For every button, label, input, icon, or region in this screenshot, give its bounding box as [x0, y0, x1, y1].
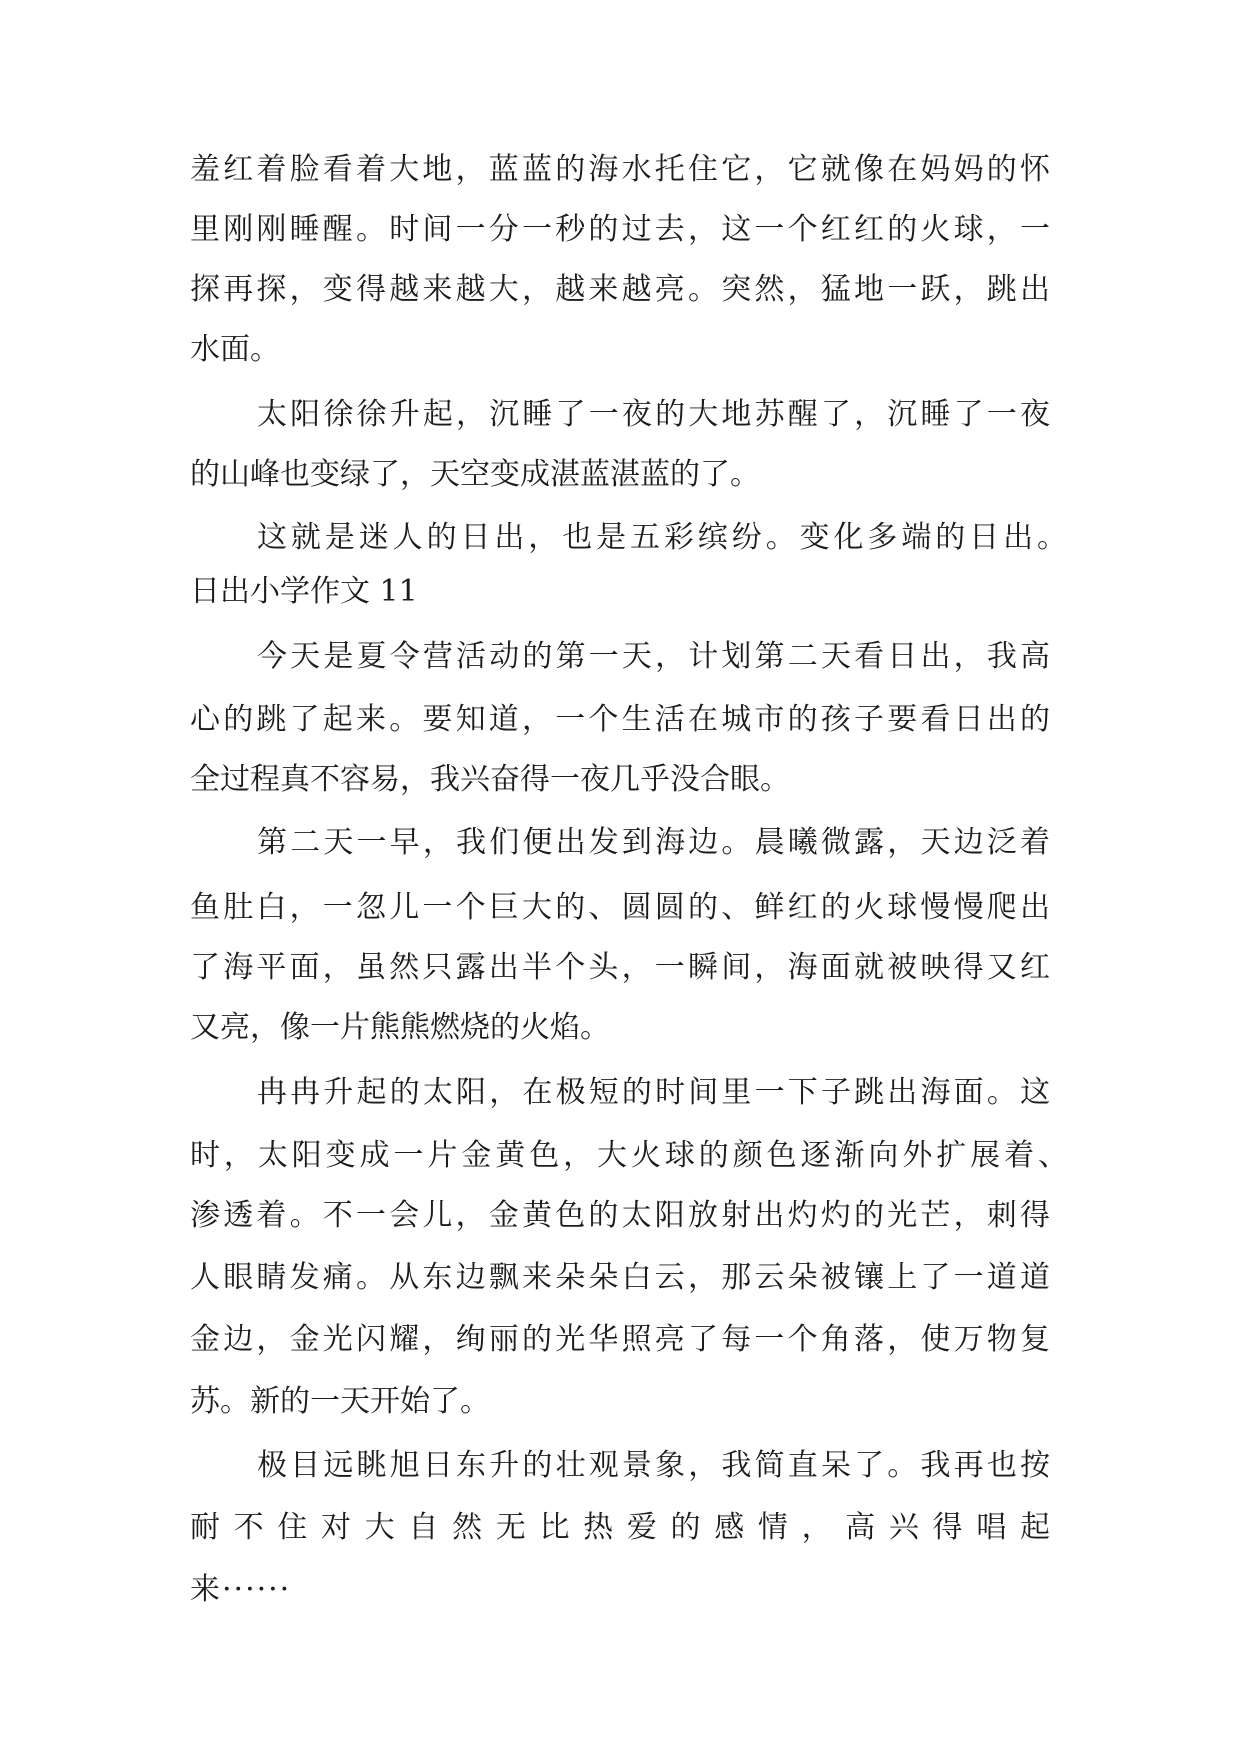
- text-line: 羞红着脸看着大地，蓝蓝的海水托住它，它就像在妈妈的怀: [190, 152, 1050, 187]
- text-line: 今天是夏令营活动的第一天，计划第二天看日出，我高: [257, 639, 1050, 674]
- text-line: 的山峰也变绿了，天空变成湛蓝湛蓝的了。: [190, 457, 760, 492]
- text-line: 全过程真不容易，我兴奋得一夜几乎没合眼。: [190, 762, 790, 797]
- text-line: 这就是迷人的日出，也是五彩缤纷。变化多端的日出。: [257, 520, 1067, 555]
- text-line: 冉冉升起的太阳，在极短的时间里一下子跳出海面。这: [257, 1075, 1050, 1110]
- text-line: 鱼肚白，一忽儿一个巨大的、圆圆的、鲜红的火球慢慢爬出: [190, 890, 1050, 925]
- text-line: 苏。新的一天开始了。: [190, 1384, 490, 1419]
- text-line: 极目远眺旭日东升的壮观景象，我简直呆了。我再也按: [257, 1448, 1050, 1483]
- text-line: 第二天一早，我们便出发到海边。晨曦微露，天边泛着: [257, 825, 1050, 860]
- text-line: 里刚刚睡醒。时间一分一秒的过去，这一个红红的火球，一: [190, 212, 1050, 247]
- text-line: 来······: [190, 1572, 292, 1607]
- text-line: 时，太阳变成一片金黄色，大火球的颜色逐渐向外扩展着、: [190, 1138, 1068, 1173]
- text-line: 渗透着。不一会儿，金黄色的太阳放射出灼灼的光芒，刺得: [190, 1198, 1050, 1233]
- text-line: 心的跳了起来。要知道，一个生活在城市的孩子要看日出的: [190, 702, 1050, 737]
- text-line: 水面。: [190, 332, 280, 367]
- text-line: 人眼睛发痛。从东边飘来朵朵白云，那云朵被镶上了一道道: [190, 1260, 1050, 1295]
- text-line: 探再探，变得越来越大，越来越亮。突然，猛地一跃，跳出: [190, 272, 1050, 307]
- text-line: 了海平面，虽然只露出半个头，一瞬间，海面就被映得又红: [190, 950, 1050, 985]
- text-line: 耐不住对大自然无比热爱的感情，高兴得唱起: [190, 1510, 1050, 1545]
- text-line: 又亮，像一片熊熊燃烧的火焰。: [190, 1010, 610, 1045]
- text-line: 太阳徐徐升起，沉睡了一夜的大地苏醒了，沉睡了一夜: [257, 397, 1050, 432]
- section-heading: 日出小学作文 11: [190, 574, 418, 609]
- text-line: 金边，金光闪耀，绚丽的光华照亮了每一个角落，使万物复: [190, 1322, 1050, 1357]
